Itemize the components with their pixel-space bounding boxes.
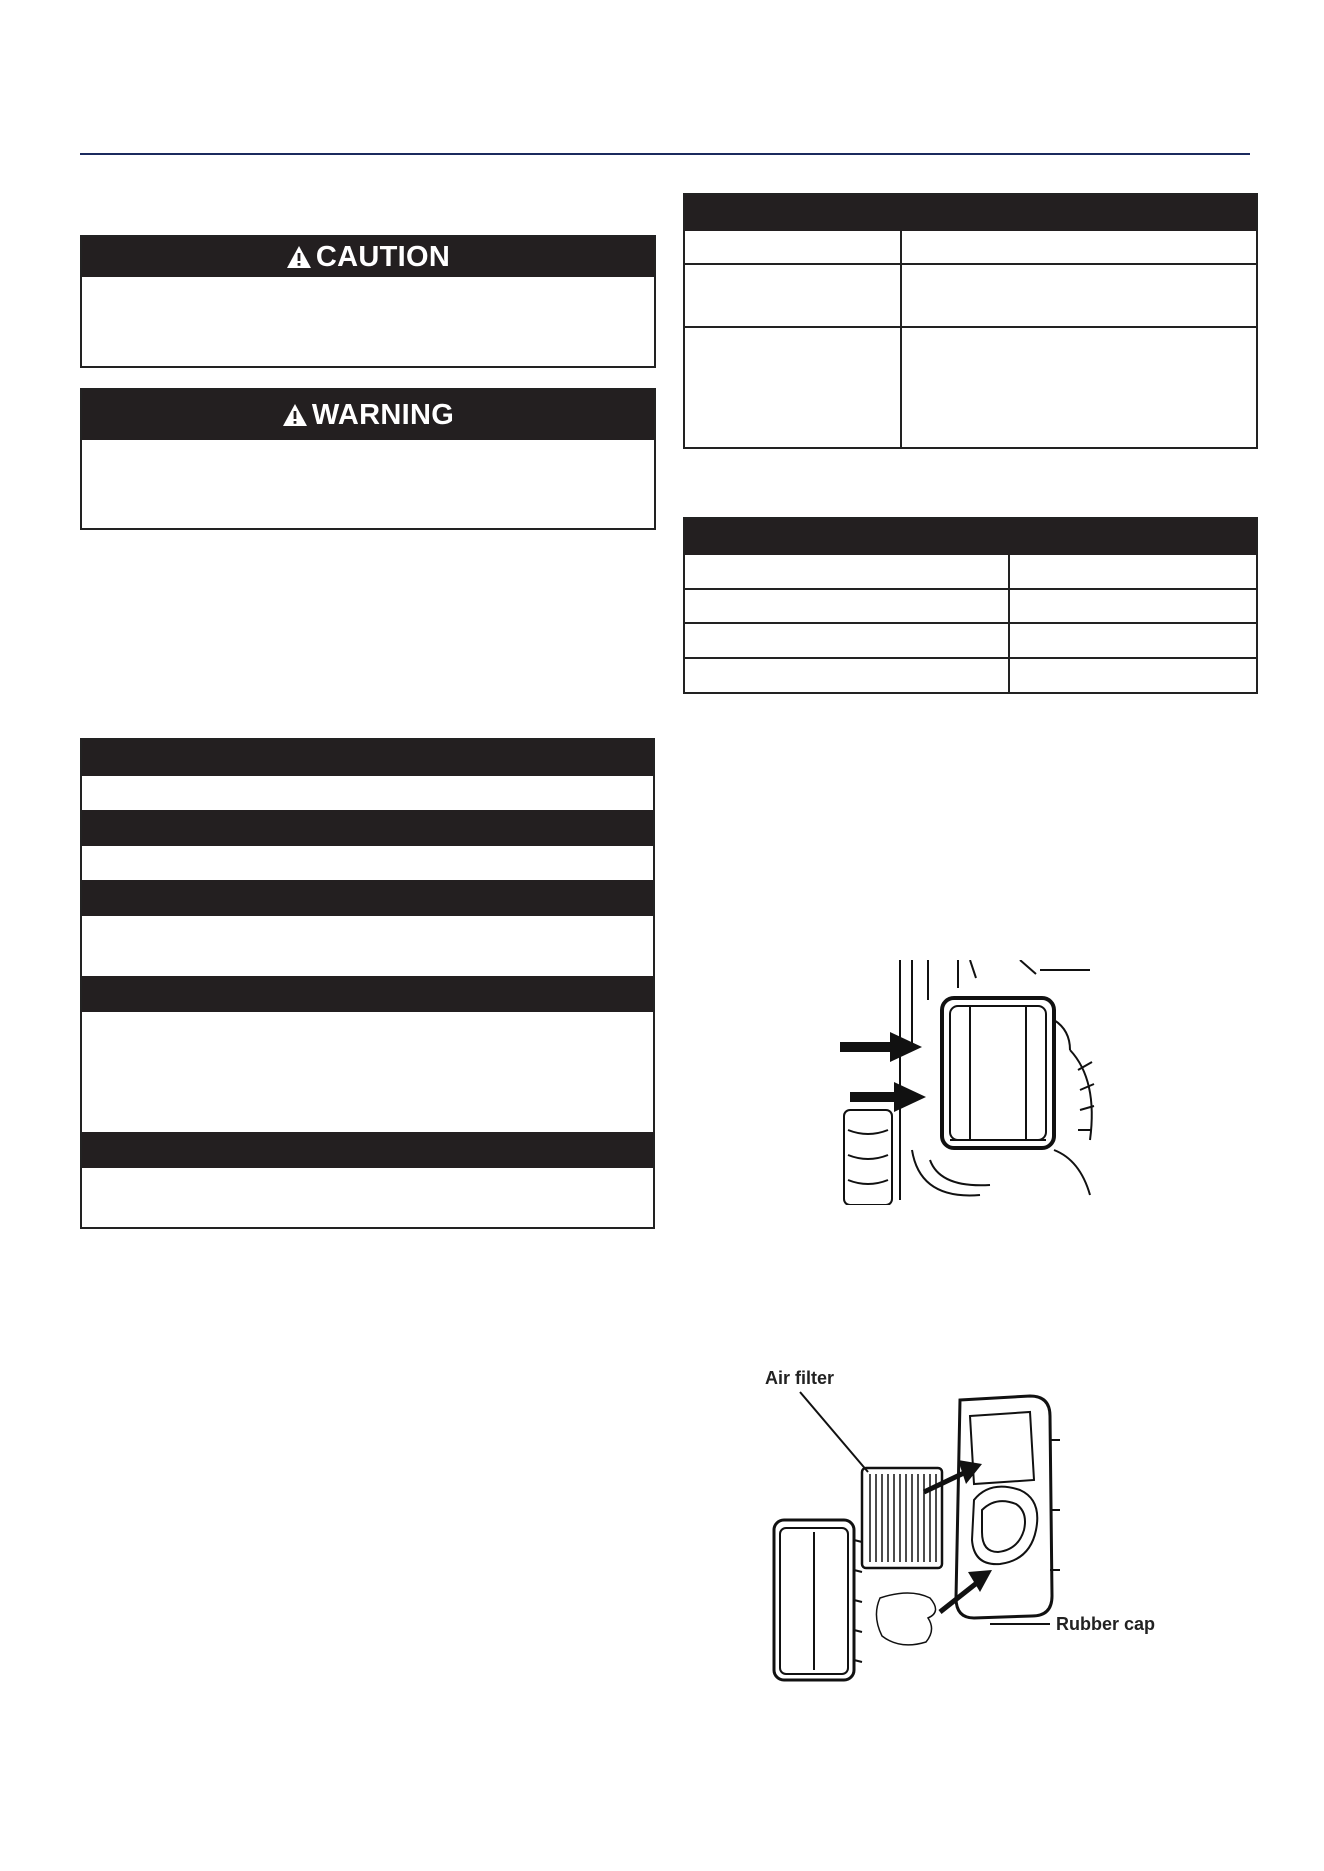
spec-table-2-row-sep — [685, 657, 1256, 659]
figure-air-filter-location — [840, 960, 1100, 1205]
spec-table-1-row-sep — [685, 326, 1256, 328]
caution-box — [80, 235, 656, 368]
schedule-header-5 — [82, 1132, 653, 1168]
schedule-header-1 — [82, 740, 653, 776]
spec-table-2-row-sep — [685, 588, 1256, 590]
spec-table-2-row-sep — [685, 622, 1256, 624]
warning-label: WARNING — [311, 398, 455, 431]
spec-table-1-header — [685, 195, 1256, 231]
maintenance-schedule-table — [80, 738, 655, 1229]
spec-table-1-row-sep — [685, 263, 1256, 265]
warning-triangle-icon — [286, 245, 312, 269]
air-filter-callout: Air filter — [765, 1368, 835, 1388]
caution-header — [82, 237, 654, 277]
schedule-header-3 — [82, 880, 653, 916]
schedule-header-2 — [82, 810, 653, 846]
warning-box — [80, 388, 656, 530]
air-filter-location-illustration — [840, 960, 1100, 1205]
warning-triangle-icon — [282, 403, 308, 427]
spec-table-2 — [683, 517, 1258, 694]
caution-label: CAUTION — [315, 240, 451, 273]
figure-air-filter-exploded — [760, 1360, 1180, 1690]
header-rule — [80, 153, 1250, 155]
spec-table-2-header — [685, 519, 1256, 555]
warning-header — [82, 390, 654, 440]
spec-table-1 — [683, 193, 1258, 449]
schedule-header-4 — [82, 976, 653, 1012]
air-filter-exploded-illustration — [760, 1360, 1180, 1690]
rubber-cap-callout: Rubber cap — [1056, 1614, 1156, 1634]
